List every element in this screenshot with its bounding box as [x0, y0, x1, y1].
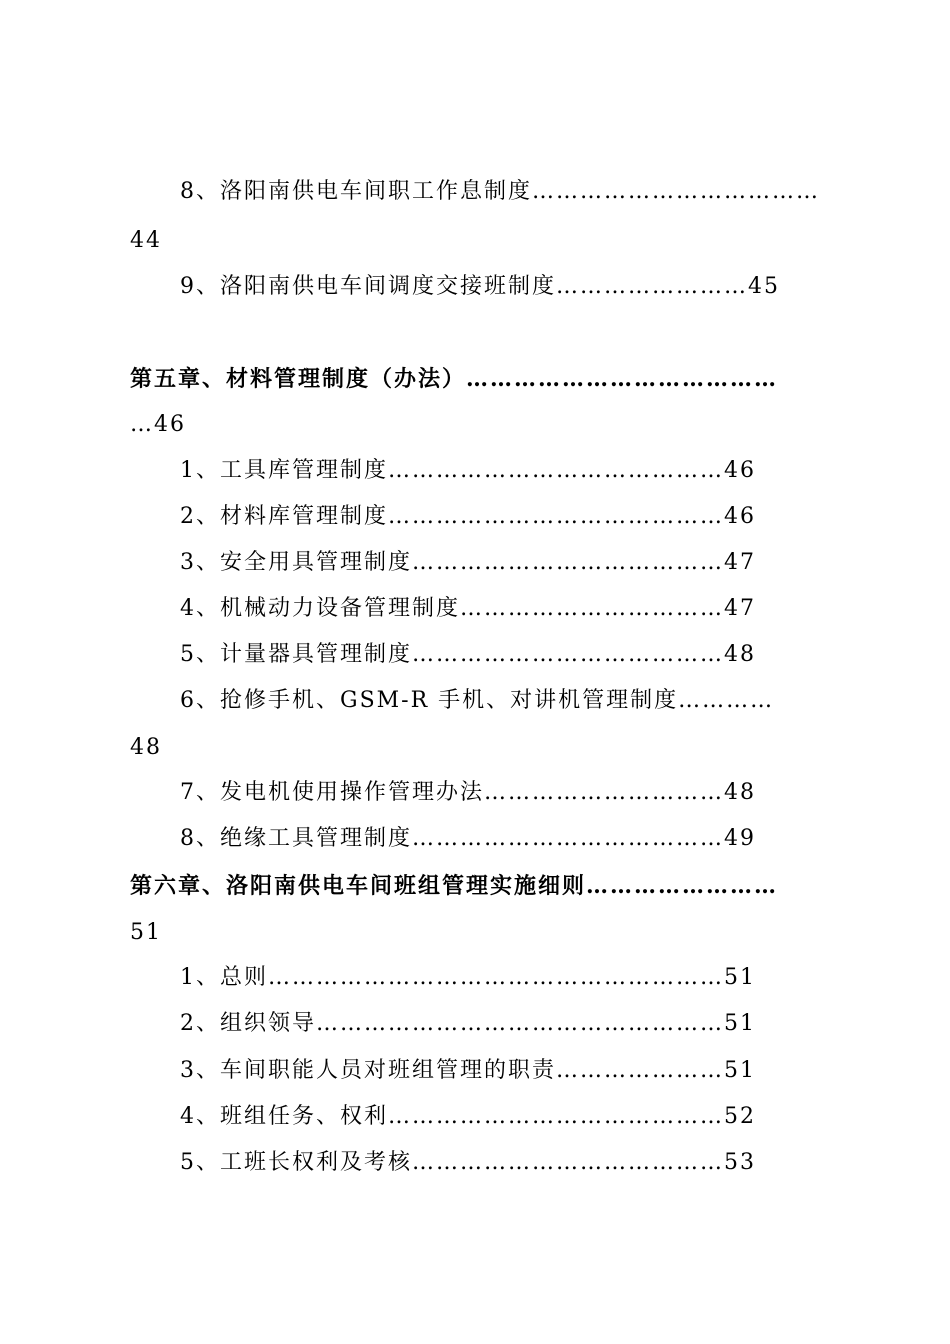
toc-entry-5-3: 3、安全用具管理制度…………………………………47: [180, 550, 756, 575]
toc-entry-4-8: 8、洛阳南供电车间职工作息制度………………………………: [180, 179, 820, 204]
toc-entry-6-4: 4、班组任务、权利……………………………………52: [180, 1104, 756, 1129]
toc-entry-5-8: 8、绝缘工具管理制度…………………………………49: [180, 826, 756, 851]
toc-entry-6-2: 2、组织领导……………………………………………51: [180, 1011, 756, 1036]
toc-entry-6-3: 3、车间职能人员对班组管理的职责…………………51: [180, 1058, 756, 1083]
toc-entry-5-6-page: 48: [130, 735, 162, 760]
toc-chapter-6: 第六章、洛阳南供电车间班组管理实施细则……………………: [130, 873, 779, 899]
toc-chapter-5-page: …46: [130, 412, 186, 437]
toc-entry-4-9: 9、洛阳南供电车间调度交接班制度……………………45: [180, 274, 780, 299]
toc-chapter-6-page: 51: [130, 920, 162, 945]
toc-entry-5-1: 1、工具库管理制度……………………………………46: [180, 458, 756, 483]
toc-chapter-5: 第五章、材料管理制度（办法）…………………………………: [130, 366, 779, 392]
toc-entry-5-5: 5、计量器具管理制度…………………………………48: [180, 642, 756, 667]
toc-entry-5-4: 4、机械动力设备管理制度……………………………47: [180, 596, 756, 621]
toc-entry-5-7: 7、发电机使用操作管理办法…………………………48: [180, 780, 756, 805]
toc-entry-5-2: 2、材料库管理制度……………………………………46: [180, 504, 756, 529]
toc-entry-6-5: 5、工班长权利及考核…………………………………53: [180, 1150, 756, 1175]
toc-entry-6-1: 1、总则…………………………………………………51: [180, 965, 756, 990]
toc-entry-5-6: 6、抢修手机、GSM-R 手机、对讲机管理制度…………: [180, 688, 775, 713]
toc-entry-4-8-page: 44: [130, 228, 162, 253]
